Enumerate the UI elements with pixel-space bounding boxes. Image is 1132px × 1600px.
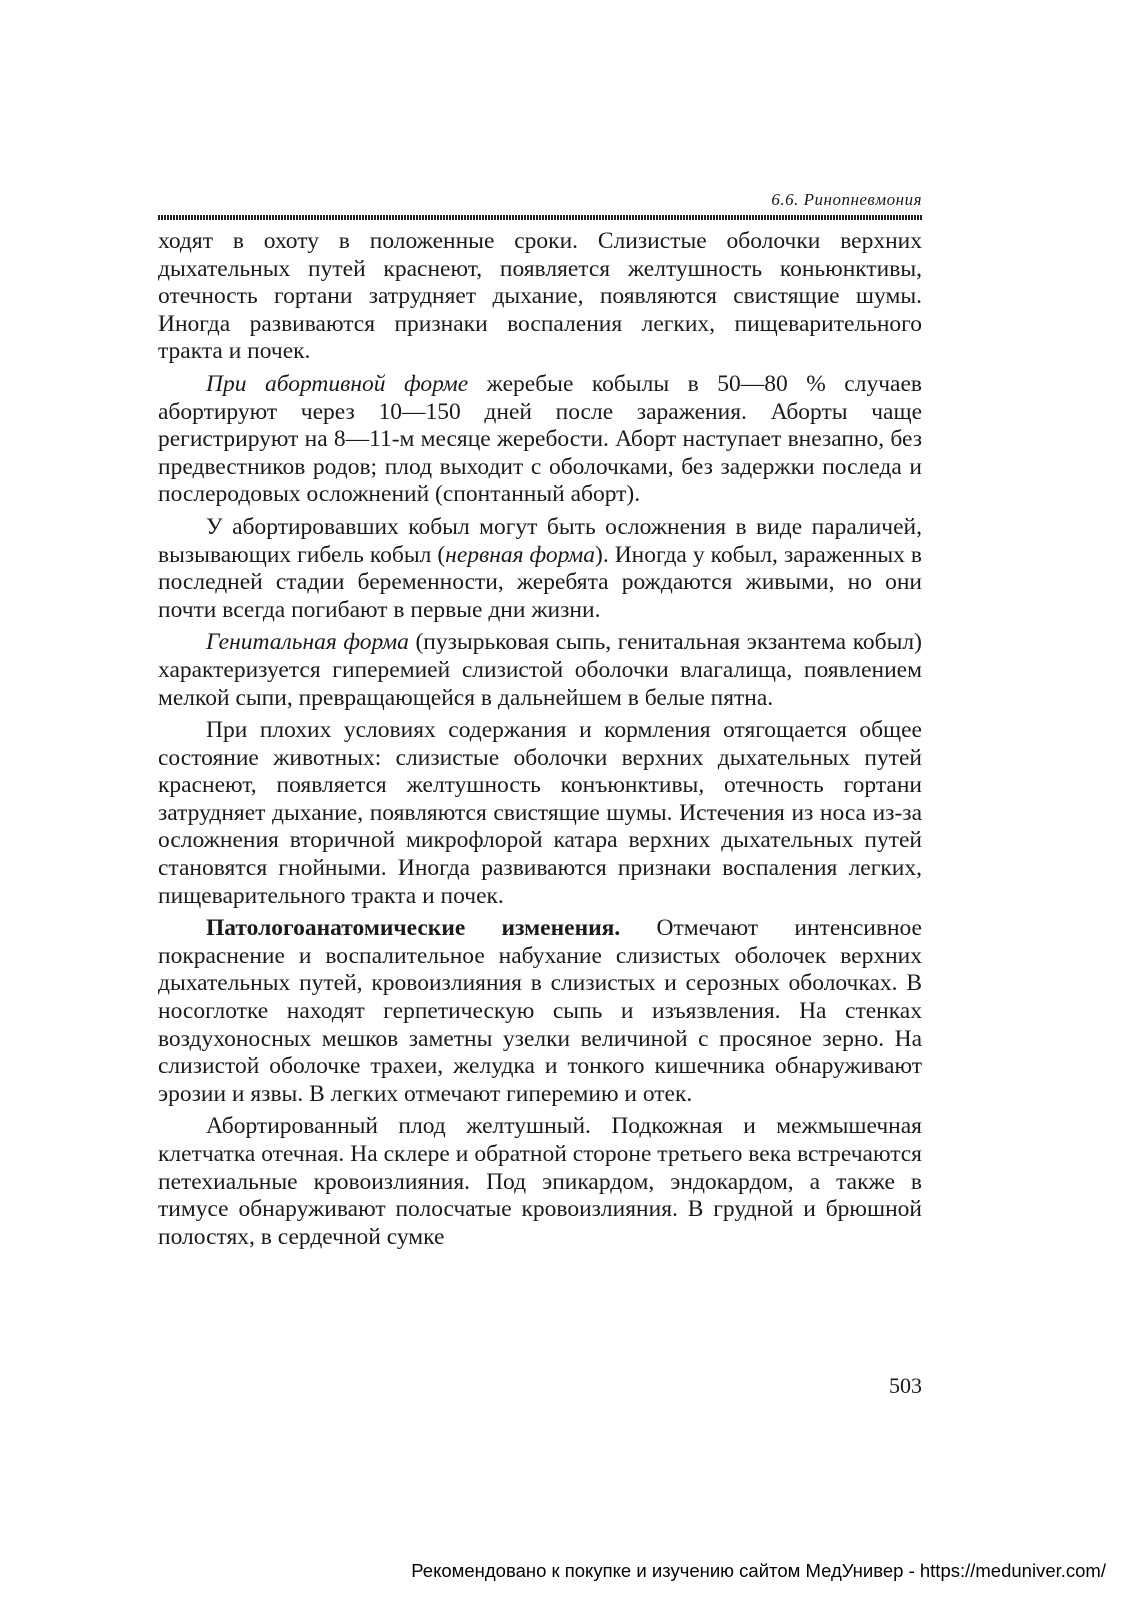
paragraph-4: [158, 629, 922, 712]
paragraph-3-text-b: ). Иногда у кобыл, зараженных в последней стадии беременности, жеребята рождаются живыми, но они почти всегда погибают в первые дни жизни.: [158, 541, 922, 623]
paragraph-2: [158, 371, 922, 509]
paragraph-5: При плохих условиях содержания и кормления отягощается общее состояние животных: слизистые оболочки верхних дыхательных путей краснеют, появляется желтушность конъюнктивы, отечность гортани затрудняет дыхание, появляются свистящие шумы. Истечения из носа из-за осложнения вторичной микрофлорой катара верхних дыхательных путей становятся гнойными. Иногда развиваются признаки воспаления легких, пищеварительного тракта и почек.: [158, 717, 922, 909]
abortive-form-term: При абортивной форме: [206, 370, 469, 397]
paragraph-1: ходят в охоту в положенные сроки. Слизистые оболочки верхних дыхательных путей краснеют, появляется желтушность коньюнктивы, отечность гортани затрудняет дыхание, появляются свистящие шумы. Иногда развиваются признаки воспаления легких, пищеварительного тракта и почек.: [158, 228, 922, 365]
running-head: 6.6. Ринопневмония: [771, 190, 922, 209]
paragraph-3: [158, 514, 922, 624]
footer-recommendation: Рекомендовано к покупке и изучению сайтом МедУнивер - https://meduniver.com/: [411, 1560, 1106, 1581]
paragraph-6: [158, 915, 922, 1108]
paragraph-2-text: жеребые кобылы в 50—80 % случаев абортируют через 10—150 дней после заражения. Аборты чаще регистрируют на 8—11-м месяце жеребости. Аборт наступает внезапно, без предвестников родов; плод выходит с оболочками, без задержки последа и послеродовых осложнений (спонтанный аборт).: [158, 370, 922, 508]
page-number: 503: [889, 1373, 922, 1398]
header-rule: [158, 215, 922, 220]
page-body: [158, 228, 922, 1256]
paragraph-7: Абортированный плод желтушный. Подкожная и межмышечная клетчатка отечная. На склере и обратной стороне третьего века встречаются петехиальные кровоизлияния. Под эпикардом, эндокардом, а также в тимусе обнаруживают полосчатые кровоизлияния. В грудной и брюшной полостях, в сердечной сумке: [158, 1113, 922, 1250]
paragraph-4-text: (пузырьковая сыпь, генитальная экзантема кобыл) характеризуется гиперемией слизистой оболочки влагалища, появлением мелкой сыпи, превращающейся в дальнейшем в белые пятна.: [158, 629, 922, 711]
paragraph-6-text: Отмечают интенсивное покраснение и воспалительное набухание слизистых оболочек верхних дыхательных путей, кровоизлияния в слизистых и серозных оболочках. В носоглотке находят герпетическую сыпь и изъязвления. На стенках воздухоносных мешков заметны узелки величиной с просяное зерно. На слизистой оболочке трахеи, желудка и тонкого кишечника обнаруживают эрозии и язвы. В легких отмечают гиперемию и отек.: [158, 915, 922, 1107]
paragraph-3-text-a: У абортировавших кобыл могут быть осложнения в виде параличей, вызывающих гибель кобыл (: [158, 513, 922, 568]
genital-form-term: Генитальная форма: [206, 629, 409, 656]
pathology-heading: Патологоанатомические изменения.: [206, 915, 621, 942]
nervous-form-term: нервная форма: [445, 541, 595, 568]
